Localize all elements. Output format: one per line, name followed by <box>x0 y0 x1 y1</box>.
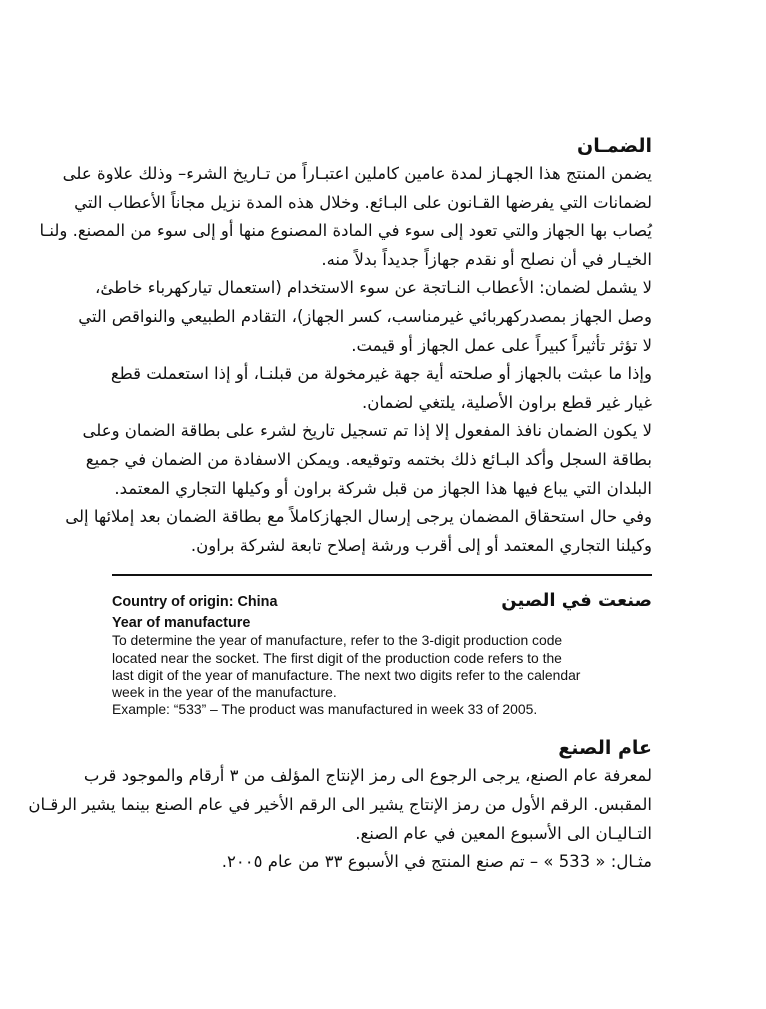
year-of-manufacture-line-arabic: مثـال: « 533 » – تم صنع المنتج في الأسبوع ٣٣ من عام ٢٠٠٥. <box>221 852 652 872</box>
year-of-manufacture-title-arabic: عام الصنع <box>558 737 652 760</box>
year-of-manufacture-line: last digit of the year of manufacture. The next two digits refer to the calendar <box>112 666 581 683</box>
country-of-origin-row <box>112 590 652 614</box>
warranty-line: وفي حال استحقاق المضمان يرجى إرسال الجهازكاملاً مع بطاقة الضمان بعد إملائها إلى <box>65 507 652 527</box>
warranty-line: لا يشمل لضمان: الأعطاب النـاتجة عن سوء الاستخدام (استعمال تياركهرباء خاطئ، <box>95 278 652 298</box>
year-of-manufacture-line-arabic: التـاليـان الى الأسبوع المعين في عام الصنع. <box>355 823 652 843</box>
warranty-line: وإذا ما عبثت بالجهاز أو صلحته أية جهة غيرمخولة من قبلنـا، أو إذا استعملت قطع <box>110 364 652 384</box>
warranty-title: الضمـان <box>577 135 652 157</box>
section-divider <box>112 574 652 576</box>
warranty-line: لا يكون الضمان نافذ المفعول إلا إذا تم تسجيل تاريخ لشرء على بطاقة الضمان وعلى <box>82 421 652 441</box>
year-of-manufacture-line: week in the year of the manufacture. <box>112 683 337 700</box>
year-of-manufacture-line: Example: “533” – The product was manufactured in week 33 of 2005. <box>112 701 538 718</box>
year-of-manufacture-arabic <box>28 734 652 876</box>
year-of-manufacture-english <box>112 614 652 718</box>
warranty-line: غيار غير قطع براون الأصلية، يلتغي لضمان. <box>362 392 652 412</box>
year-of-manufacture-line-arabic: لمعرفة عام الصنع، يرجى الرجوع الى رمز الإنتاج المؤلف من ٣ أرقام والموجود قرب <box>83 766 652 786</box>
warranty-line: الخيـار في أن نصلح أو نقدم جهازاً جديداً بدلاً منه. <box>321 249 652 269</box>
year-of-manufacture-title: Year of manufacture <box>112 615 251 632</box>
warranty-line: وصل الجهاز بمصدركهربائي غيرمناسب، كسر الجهاز)، التقادم الطبيعي والنواقص التي <box>78 306 652 326</box>
warranty-section-arabic <box>39 132 652 560</box>
year-of-manufacture-line: located near the socket. The first digit of the production code refers to the <box>112 649 562 666</box>
warranty-line: البلدان التي يباع فيها هذا الجهاز من قبل شركة براون أو وكيلها التجاري المعتمد. <box>114 478 652 498</box>
warranty-line: يُصاب بها الجهاز والتي تعود إلى سوء في المادة المصنوع منها أو إلى سوء من المصنع. ولنـا <box>39 221 652 241</box>
country-of-origin-english: Country of origin: China <box>112 594 278 611</box>
warranty-line: وكيلنا التجاري المعتمد أو إلى أقرب ورشة إصلاح تابعة لشركة براون. <box>190 535 652 555</box>
warranty-line: بطاقة السجل وأكد البـائع ذلك بختمه وتوقيعه. ويمكن الاسفادة من الضمان في جميع <box>85 449 652 469</box>
warranty-line: لضمانات التي يفرضها القـانون على البـائع. وخلال هذه المدة نزيل مجاناً الأعطاب التي <box>74 192 652 212</box>
country-of-origin-arabic: صنعت في الصين <box>501 590 652 612</box>
warranty-line: يضمن المنتج هذا الجهـاز لمدة عامين كاملين اعتبـاراً من تـاريخ الشرء– وذلك علاوة على <box>62 164 652 183</box>
year-of-manufacture-line: To determine the year of manufacture, refer to the 3-digit production code <box>112 632 563 649</box>
warranty-line: لا تؤثر تأثيراً كبيراً على عمل الجهاز أو قيمت. <box>351 335 652 355</box>
manual-page <box>28 132 652 877</box>
year-of-manufacture-line-arabic: المقبس. الرقم الأول من رمز الإنتاج يشير الى الرقم الأخير في عام الصنع بينما يشير الرقـان <box>28 794 652 814</box>
